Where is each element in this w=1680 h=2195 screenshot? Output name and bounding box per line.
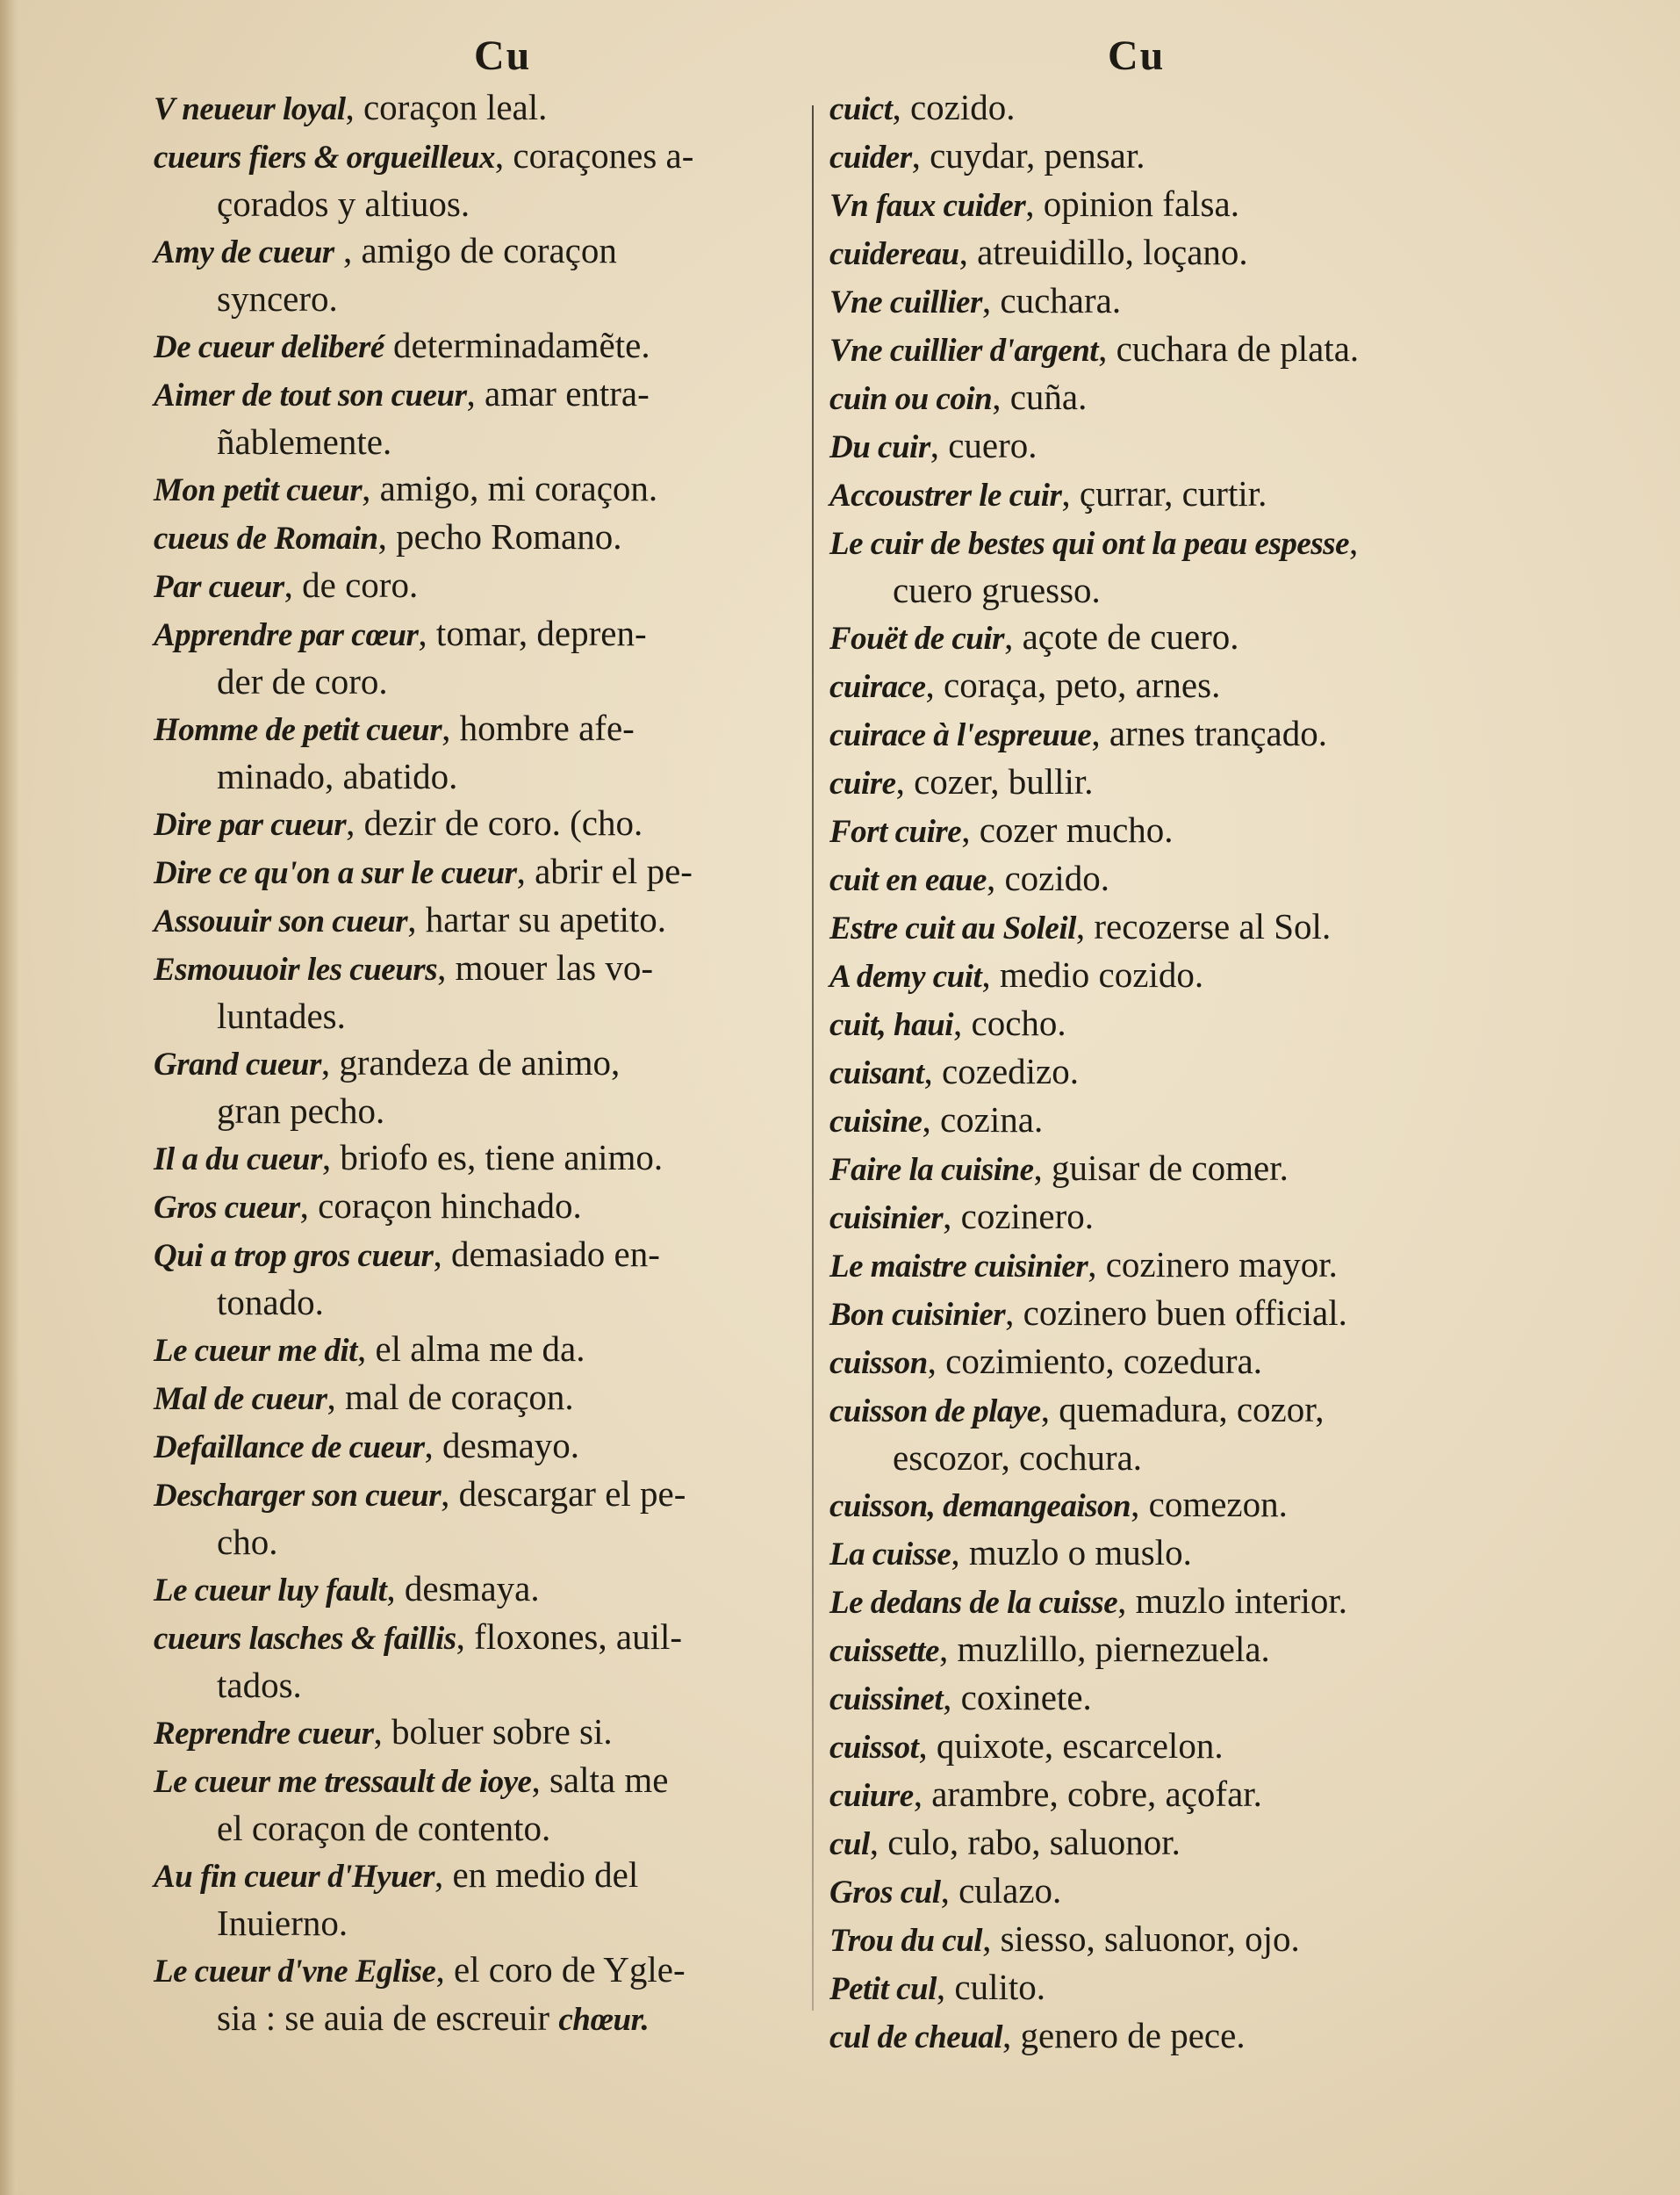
- gloss: , desmaya.: [386, 1568, 540, 1608]
- gloss: , demasiado en-: [433, 1234, 660, 1274]
- dictionary-entry: [829, 1338, 1497, 1386]
- gloss: , desmayo.: [424, 1425, 580, 1465]
- gloss-continuation: syncero.: [217, 278, 338, 319]
- dictionary-entry: [154, 1471, 821, 1565]
- gloss: , abrir el pe-: [516, 851, 693, 891]
- gloss: , floxones, auil-: [456, 1616, 683, 1657]
- gloss: , cuero.: [930, 425, 1037, 465]
- gloss: , hartar su apetito.: [407, 899, 667, 939]
- gloss: , amigo de coraçon: [334, 230, 617, 270]
- gloss-continuation: [154, 1995, 821, 2043]
- headword: Au fin cueur d'Hyuer: [154, 1859, 434, 1895]
- gloss: , el alma me da.: [356, 1328, 585, 1369]
- dictionary-entry: [154, 1422, 821, 1471]
- headword: La cuisse: [829, 1536, 951, 1572]
- running-head-right: Cu: [1108, 32, 1166, 79]
- gloss: , culo, rabo, saluonor.: [869, 1822, 1181, 1862]
- headword: cuider: [829, 140, 912, 176]
- gloss: , cuchara.: [981, 280, 1122, 320]
- gloss: , el coro de Ygle-: [435, 1949, 686, 1990]
- gloss: , dezir de coro. (cho.: [346, 802, 643, 843]
- headword: Trou du cul: [829, 1923, 983, 1959]
- dictionary-entry: [829, 1626, 1497, 1674]
- headword: Le cueur me dit: [154, 1333, 357, 1369]
- dictionary-entry: [154, 1614, 821, 1709]
- gloss: , de coro.: [284, 565, 419, 605]
- page-edge: [0, 0, 19, 2195]
- gloss: , medio cozido.: [981, 954, 1204, 995]
- headword: Le cueur luy fault: [154, 1572, 387, 1608]
- dictionary-entry: [154, 1852, 821, 1947]
- gloss-continuation: luntades.: [217, 996, 346, 1036]
- gloss: , cozer mucho.: [961, 810, 1174, 850]
- headword: Grand cueur: [154, 1047, 321, 1083]
- headword: cuissinet: [829, 1681, 944, 1717]
- dictionary-entry: [154, 465, 821, 514]
- gloss: , amigo, mi coraçon.: [362, 468, 658, 508]
- dictionary-entry: [829, 952, 1497, 1000]
- dictionary-entry: [829, 1386, 1497, 1481]
- dictionary-entry: [829, 1723, 1497, 1771]
- headword: cuiure: [829, 1778, 914, 1814]
- dictionary-entry: [829, 1193, 1497, 1241]
- headword: cueurs fiers & orgueilleux: [154, 140, 495, 176]
- headword: cuirace à l'espreuue: [829, 717, 1092, 753]
- gloss: , salta me: [531, 1760, 669, 1800]
- dictionary-entry: [829, 181, 1497, 229]
- headword: Petit cul: [829, 1971, 937, 2007]
- gloss: , amar entra-: [466, 373, 650, 414]
- gloss: , cocho.: [953, 1003, 1066, 1043]
- dictionary-entry: [154, 562, 821, 610]
- headword: Mon petit cueur: [154, 472, 363, 508]
- headword: cueurs lasches & faillis: [154, 1621, 456, 1657]
- dictionary-entry: [829, 855, 1497, 903]
- headword: Bon cuisinier: [829, 1297, 1006, 1333]
- dictionary-entry: [829, 374, 1497, 422]
- dictionary-entry: [154, 322, 821, 371]
- headword: cuisson, demangeaison: [829, 1488, 1131, 1524]
- headword: Amy de cueur: [154, 234, 334, 270]
- dictionary-entry: [829, 326, 1497, 374]
- dictionary-entry: [829, 1048, 1497, 1097]
- dictionary-entry: [154, 705, 821, 800]
- headword: V neueur loyal: [154, 91, 346, 127]
- headword: Esmouuoir les cueurs: [154, 952, 438, 988]
- gloss: , culazo.: [940, 1870, 1062, 1911]
- headword: cuissette: [829, 1633, 939, 1669]
- gloss-continuation: el coraçon de contento.: [217, 1808, 551, 1848]
- dictionary-entry: [829, 807, 1497, 855]
- gloss-continuation: cho.: [217, 1522, 278, 1562]
- headword: cuit en eaue: [829, 862, 987, 898]
- headword: Il a du cueur: [154, 1141, 322, 1177]
- headword: Gros cul: [829, 1875, 941, 1911]
- gloss: , coraça, peto, arnes.: [925, 665, 1221, 705]
- dictionary-entry: [829, 710, 1497, 759]
- headword: cuisson de playe: [829, 1393, 1041, 1429]
- gloss: , recozerse al Sol.: [1075, 906, 1332, 946]
- headword: cuin ou coin: [829, 381, 993, 417]
- headword: cuisine: [829, 1104, 923, 1140]
- headword: Faire la cuisine: [829, 1152, 1034, 1188]
- gloss: , muzlo o muslo.: [951, 1532, 1192, 1572]
- headword: Le cueur d'vne Eglise: [154, 1954, 436, 1990]
- gloss: , çurrar, curtir.: [1061, 473, 1267, 514]
- headword: Estre cuit au Soleil: [829, 910, 1076, 946]
- dictionary-entry: [829, 84, 1497, 133]
- dictionary-entry: [829, 422, 1497, 471]
- gloss: , briofo es, tiene animo.: [321, 1137, 664, 1177]
- headword: Homme de petit cueur: [154, 712, 442, 748]
- dictionary-entry: [829, 471, 1497, 519]
- dictionary-entry: [829, 1529, 1497, 1578]
- dictionary-entry: [154, 1565, 821, 1614]
- gloss: , cozimiento, cozedura.: [927, 1341, 1263, 1381]
- headword: Reprendre cueur: [154, 1716, 374, 1752]
- gloss: , cozinero buen official.: [1005, 1292, 1347, 1333]
- headword: cuirace: [829, 669, 926, 705]
- dictionary-entry: [154, 514, 821, 562]
- gloss-continuation: çorados y altiuos.: [217, 184, 470, 224]
- gloss: , culito.: [936, 1967, 1046, 2007]
- headword: cuisant: [829, 1055, 924, 1091]
- gloss: , muzlillo, piernezuela.: [938, 1629, 1270, 1669]
- headword: Aimer de tout son cueur: [154, 378, 467, 414]
- gloss: , cozedizo.: [923, 1051, 1079, 1091]
- gloss: , opinion falsa.: [1025, 184, 1239, 224]
- dictionary-entry: [829, 229, 1497, 277]
- headword: Par cueur: [154, 569, 284, 605]
- gloss: , tomar, depren-: [418, 613, 647, 653]
- headword: Gros cueur: [154, 1190, 300, 1226]
- gloss: , cozer, bullir.: [895, 761, 1094, 802]
- gloss: determinadamẽte.: [384, 325, 650, 365]
- gloss: , descargar el pe-: [441, 1473, 686, 1514]
- gloss-continuation: cuero gruesso.: [893, 570, 1101, 610]
- headword: De cueur deliberé: [154, 329, 384, 365]
- dictionary-entry: [154, 848, 821, 896]
- headword: Accoustrer le cuir: [829, 478, 1062, 514]
- dictionary-entry: [154, 1947, 821, 2043]
- headword: Defaillance de cueur: [154, 1429, 425, 1465]
- headword: A demy cuit: [829, 959, 982, 995]
- headword: cul de cheual: [829, 2019, 1002, 2055]
- headword: cuisinier: [829, 1200, 944, 1236]
- gloss-continuation: Inuierno.: [217, 1903, 348, 1943]
- dictionary-entry: [829, 1578, 1497, 1626]
- dictionary-entry: [154, 227, 821, 322]
- dictionary-entry: [829, 2012, 1497, 2061]
- headword: Descharger son cueur: [154, 1478, 442, 1514]
- dictionary-entry: [829, 1481, 1497, 1529]
- dictionary-entry: [829, 1819, 1497, 1868]
- gloss-continuation: escozor, cochura.: [893, 1437, 1143, 1478]
- gloss: , arambre, cobre, açofar.: [913, 1774, 1262, 1814]
- dictionary-entry: [829, 1964, 1497, 2012]
- gloss: , comezon.: [1131, 1484, 1288, 1524]
- dictionary-entry: [154, 800, 821, 848]
- dictionary-entry: [829, 1000, 1497, 1048]
- gloss-continuation: ñablemente.: [217, 421, 392, 462]
- dictionary-entry: [154, 610, 821, 705]
- dictionary-entry: [154, 371, 821, 465]
- gloss: , cozina.: [922, 1099, 1044, 1140]
- gloss: , grandeza de animo,: [320, 1042, 621, 1083]
- gloss: , en medio del: [434, 1854, 639, 1895]
- gloss: , arnes trançado.: [1091, 713, 1327, 753]
- dictionary-entry: [829, 1868, 1497, 1916]
- gloss: , cuña.: [992, 377, 1088, 417]
- gloss: , muzlo interior.: [1117, 1580, 1348, 1621]
- gloss: , pecho Romano.: [377, 516, 622, 557]
- headword: Vn faux cuider: [829, 188, 1026, 224]
- headword: Du cuir: [829, 429, 930, 465]
- dictionary-entry: [829, 1241, 1497, 1290]
- headword: cul: [829, 1826, 870, 1862]
- headword: Vne cuillier d'argent: [829, 333, 1099, 369]
- right-column: [829, 84, 1497, 2061]
- dictionary-entry: [154, 1326, 821, 1374]
- headword: Dire par cueur: [154, 807, 347, 843]
- headword: chœur.: [558, 2002, 650, 2038]
- gloss: , coxinete.: [943, 1677, 1092, 1717]
- gloss: , açote de cuero.: [1004, 616, 1239, 657]
- dictionary-entry: [829, 519, 1497, 614]
- headword: Fouët de cuir: [829, 621, 1005, 657]
- dictionary-entry: [154, 133, 821, 227]
- gloss: , mal de coraçon.: [327, 1377, 574, 1417]
- gloss: , cozido.: [986, 858, 1110, 898]
- headword: cuit, haui: [829, 1007, 953, 1043]
- gloss: , coraçon hinchado.: [299, 1185, 582, 1226]
- gloss: , cozinero mayor.: [1088, 1244, 1338, 1285]
- headword: cueus de Romain: [154, 521, 378, 557]
- gloss: ,: [1349, 522, 1359, 562]
- headword: Fort cuire: [829, 814, 962, 850]
- dictionary-entry: [829, 1290, 1497, 1338]
- dictionary-entry: [829, 1771, 1497, 1819]
- gloss: , boluer sobre si.: [373, 1711, 613, 1752]
- dictionary-entry: [154, 1757, 821, 1852]
- gloss: , cozido.: [892, 87, 1016, 127]
- dictionary-entry: [154, 945, 821, 1040]
- dictionary-entry: [154, 1134, 821, 1183]
- left-column: [154, 84, 821, 2043]
- dictionary-entry: [829, 133, 1497, 181]
- gloss: , siesso, saluonor, ojo.: [982, 1918, 1300, 1959]
- dictionary-entry: [829, 614, 1497, 662]
- gloss: , genero de pece.: [1002, 2015, 1246, 2055]
- dictionary-entry: [829, 662, 1497, 710]
- gloss: , mouer las vo-: [437, 947, 654, 988]
- headword: Mal de cueur: [154, 1381, 327, 1417]
- dictionary-entry: [154, 84, 821, 133]
- gloss: , atreuidillo, loçano.: [958, 232, 1248, 272]
- dictionary-entry: [829, 1145, 1497, 1193]
- headword: Le cuir de bestes qui ont la peau espesse: [829, 526, 1350, 562]
- headword: cuidereau: [829, 236, 959, 272]
- running-head-left: Cu: [474, 32, 532, 79]
- headword: Le maistre cuisinier: [829, 1249, 1088, 1285]
- gloss: , cozinero.: [943, 1196, 1095, 1236]
- gloss: , coraçones a-: [494, 135, 694, 176]
- dictionary-entry: [829, 759, 1497, 807]
- dictionary-entry: [829, 277, 1497, 326]
- gloss: , guisar de comer.: [1033, 1148, 1289, 1188]
- gloss-continuation-text: sia : se auia de escreuir: [217, 1997, 559, 2038]
- dictionary-entry: [829, 903, 1497, 952]
- dictionary-entry: [154, 1709, 821, 1757]
- gloss: , coraçon leal.: [345, 87, 548, 127]
- headword: Apprendre par cœur: [154, 617, 419, 653]
- dictionary-entry: [154, 1183, 821, 1231]
- gloss-continuation: der de coro.: [217, 661, 388, 702]
- headword: Le cueur me tressault de ioye: [154, 1764, 532, 1800]
- gloss-continuation: gran pecho.: [217, 1090, 385, 1131]
- headword: Assouuir son cueur: [154, 903, 408, 939]
- headword: cuisson: [829, 1345, 928, 1381]
- headword: Dire ce qu'on a sur le cueur: [154, 855, 517, 891]
- dictionary-entry: [829, 1916, 1497, 1964]
- dictionary-entry: [829, 1097, 1497, 1145]
- dictionary-entry: [154, 896, 821, 945]
- headword: cuict: [829, 91, 893, 127]
- headword: cuissot: [829, 1730, 919, 1766]
- gloss: , quixote, escarcelon.: [918, 1725, 1224, 1766]
- gloss-continuation: minado, abatido.: [217, 756, 458, 796]
- gloss: , cuchara de plata.: [1098, 328, 1360, 369]
- gloss: , quemadura, cozor,: [1040, 1389, 1325, 1429]
- gloss: , hombre afe-: [442, 708, 635, 748]
- gloss-continuation: tonado.: [217, 1282, 324, 1322]
- headword: Qui a trop gros cueur: [154, 1238, 434, 1274]
- headword: Le dedans de la cuisse: [829, 1585, 1118, 1621]
- gloss-continuation: tados.: [217, 1665, 302, 1705]
- gloss: , cuydar, pensar.: [911, 135, 1145, 176]
- dictionary-entry: [154, 1040, 821, 1134]
- headword: Vne cuillier: [829, 284, 982, 320]
- dictionary-entry: [154, 1374, 821, 1422]
- headword: cuire: [829, 766, 896, 802]
- dictionary-entry: [829, 1674, 1497, 1723]
- dictionary-entry: [154, 1231, 821, 1326]
